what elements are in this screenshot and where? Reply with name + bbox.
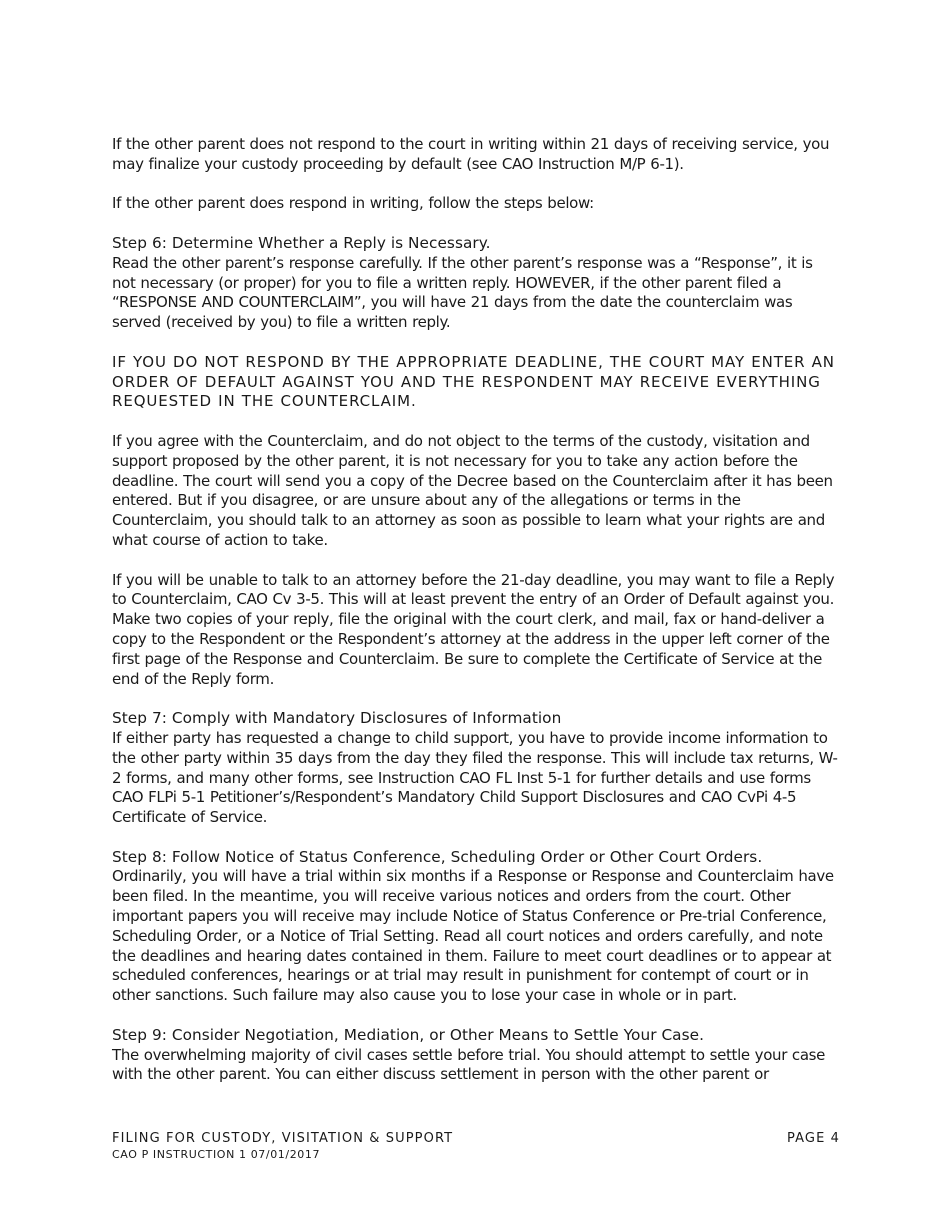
step-6-heading: Step 6: Determine Whether a Reply is Necessary. bbox=[112, 233, 491, 252]
step-6-paragraph-3: If you will be unable to talk to an attorney before the 21-day deadline, you may want to file a Reply to Counterclaim, CAO Cv 3-5. This will at least prevent the entry of an Order of Default against you. Make two copies of your reply, file the original with the court clerk, and mail, fax or hand-deliver a copy to the Respondent or the Respondent’s attorney at the address in the upper left corner of the first page of the Response and Counterclaim. Be sure to complete the Certificate of Service at the end of the Reply form. bbox=[112, 570, 835, 688]
intro-paragraph-default: If the other parent does not respond to the court in writing within 21 days of receiving service, you may finalize your custody proceeding by default (see CAO Instruction M/P 6-1). bbox=[112, 135, 830, 173]
footer-title: FILING FOR CUSTODY, VISITATION & SUPPORT bbox=[112, 1131, 454, 1146]
intro-paragraph-respond: If the other parent does respond in writing, follow the steps below: bbox=[112, 194, 594, 213]
step-7-heading: Step 7: Comply with Mandatory Disclosures of Information bbox=[112, 709, 562, 728]
footer-row bbox=[112, 1130, 840, 1147]
step-7-paragraph-1: If either party has requested a change to child support, you have to provide income information to the other party within 35 days from the day they filed the response. This will include tax returns, W-2 forms, and many other forms, see Instruction CAO FL Inst 5-1 for further details and use forms CAO FLPi 5-1 Petitioner’s/Respondent’s Mandatory Child Support Disclosures and CAO CvPi 4-5 Certificate of Service. bbox=[112, 728, 838, 827]
step-8-paragraph-1: Ordinarily, you will have a trial within six months if a Response or Response and Counterclaim have been filed. In the meantime, you will receive various notices and orders from the court. Other important papers you will receive may include Notice of Status Conference or Pre-trial Conference, Scheduling Order, or a Notice of Trial Setting. Read all court notices and orders carefully, and note the deadlines and hearing dates contained in them. Failure to meet court deadlines or to appear at scheduled conferences, hearings or at trial may result in punishment for contempt of court or in other sanctions. Such failure may also cause you to lose your case in whole or in part. bbox=[112, 867, 834, 1005]
step-6-paragraph-1: Read the other parent’s response carefully. If the other parent’s response was a “Response”, it is not necessary (or proper) for you to file a written reply. HOWEVER, if the other parent filed a “RESPONSE AND COUNTERCLAIM”, you will have 21 days from the date the counterclaim was served (received by you) to file a written reply. bbox=[112, 253, 813, 332]
step-9-heading: Step 9: Consider Negotiation, Mediation, or Other Means to Settle Your Case. bbox=[112, 1025, 704, 1044]
page-number: PAGE 4 bbox=[787, 1131, 840, 1146]
footer-form-code: CAO P INSTRUCTION 1 07/01/2017 bbox=[112, 1148, 321, 1161]
step-6-paragraph-2: If you agree with the Counterclaim, and do not object to the terms of the custody, visitation and support proposed by the other parent, it is not necessary for you to take any action before the deadline. The court will send you a copy of the Decree based on the Counterclaim after it has been entered. But if you disagree, or are unsure about any of the allegations or terms in the Counterclaim, you should talk to an attorney as soon as possible to learn what your rights are and what course of action to take. bbox=[112, 431, 833, 549]
step-8-heading: Step 8: Follow Notice of Status Conference, Scheduling Order or Other Court Orders. bbox=[112, 847, 763, 866]
step-9-paragraph-1: The overwhelming majority of civil cases settle before trial. You should attempt to settle your case with the other parent. You can either discuss settlement in person with the other parent or bbox=[112, 1045, 826, 1084]
document-body bbox=[112, 135, 840, 1085]
page-footer bbox=[112, 1130, 840, 1162]
step-6-warning: IF YOU DO NOT RESPOND BY THE APPROPRIATE DEADLINE, THE COURT MAY ENTER AN ORDER OF DEFAULT AGAINST YOU AND THE RESPONDENT MAY RECEIVE EVERYTHING REQUESTED IN THE COUNTERCLAIM. bbox=[112, 352, 835, 411]
